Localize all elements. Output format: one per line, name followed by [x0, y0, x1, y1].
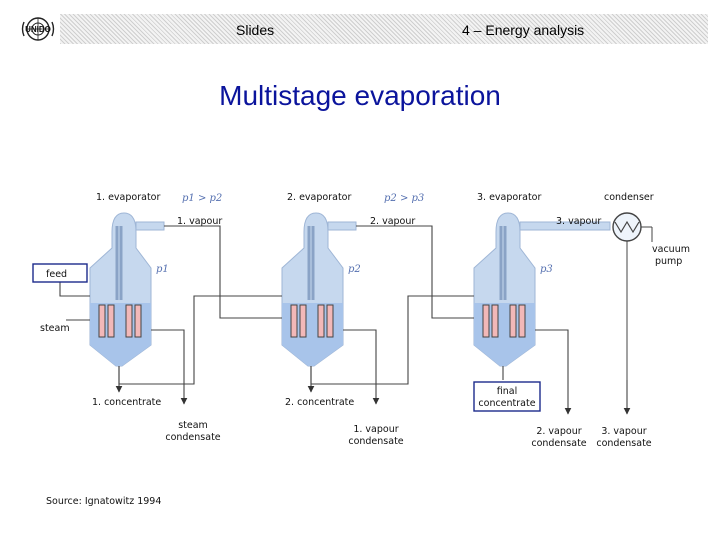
source-citation: Source: Ignatowitz 1994 — [46, 496, 162, 507]
label-evaporator-3: 3. evaporator — [477, 192, 542, 203]
label-vapour3-condensate-2: condensate — [596, 438, 652, 449]
label-evaporator-1: 1. evaporator — [96, 192, 161, 203]
header-section-label: 4 – Energy analysis — [462, 22, 585, 38]
label-steam: steam — [40, 323, 70, 334]
label-vapour3-condensate-1: 3. vapour — [601, 426, 647, 437]
page-title: Multistage evaporation — [219, 80, 501, 111]
label-steam-condensate-1: steam — [178, 420, 208, 431]
label-vapour2-condensate-1: 2. vapour — [536, 426, 582, 437]
label-evaporator-2: 2. evaporator — [287, 192, 352, 203]
evaporator-1 — [90, 213, 164, 366]
label-vapour-2: 2. vapour — [370, 216, 416, 227]
svg-text:UNIDO: UNIDO — [25, 25, 51, 34]
label-vapour-3: 3. vapour — [556, 216, 602, 227]
label-vapour2-condensate-2: condensate — [531, 438, 587, 449]
header-slides-label: Slides — [236, 22, 275, 38]
label-concentrate-2: 2. concentrate — [285, 397, 355, 408]
label-vacuum: vacuum — [652, 244, 690, 255]
label-p2-gt-p3: p2 > p3 — [384, 193, 425, 204]
label-vapour-1: 1. vapour — [177, 216, 223, 227]
evaporator-3 — [474, 213, 610, 366]
label-pump: pump — [655, 256, 683, 267]
label-concentrate-1: 1. concentrate — [92, 397, 162, 408]
label-final: final — [496, 386, 518, 397]
label-final-concentrate: concentrate — [478, 398, 536, 409]
label-p2: p2 — [348, 264, 361, 275]
evaporator-2 — [282, 213, 356, 366]
label-steam-condensate-2: condensate — [165, 432, 221, 443]
label-p1: p1 — [156, 264, 169, 275]
label-feed: feed — [46, 269, 68, 280]
label-condenser: condenser — [604, 192, 654, 203]
condenser-icon — [613, 213, 652, 414]
label-p3: p3 — [540, 264, 553, 275]
label-vapour1-condensate-1: 1. vapour — [353, 424, 399, 435]
label-p1-gt-p2: p1 > p2 — [182, 193, 223, 204]
label-vapour1-condensate-2: condensate — [348, 436, 404, 447]
